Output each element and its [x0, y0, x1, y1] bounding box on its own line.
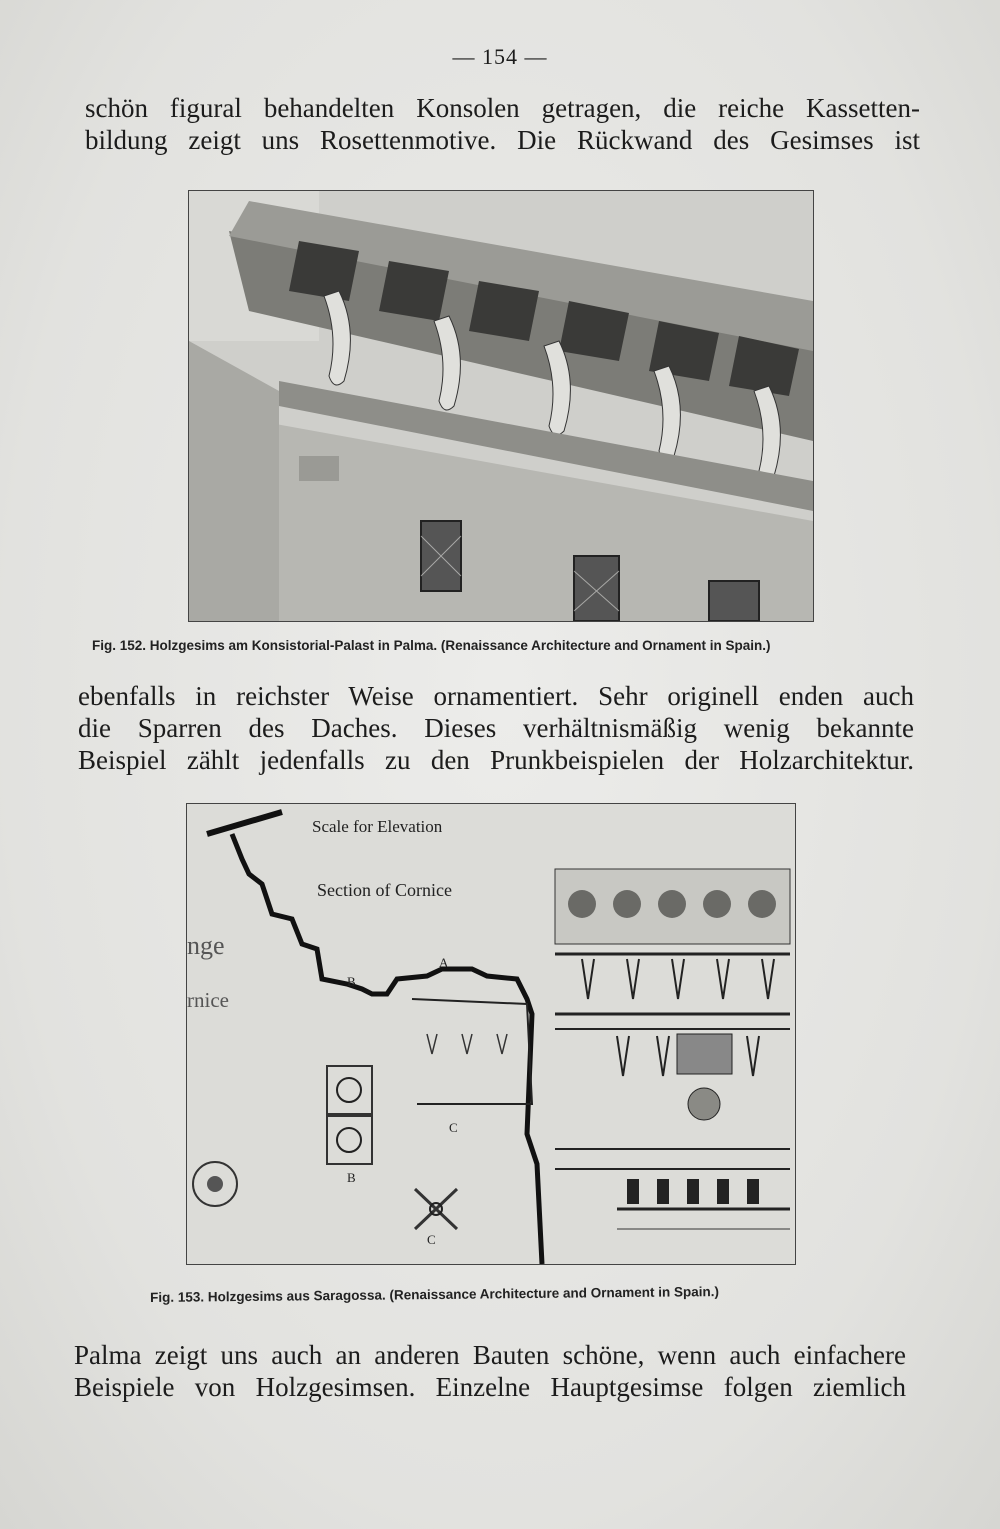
mark-label: B: [347, 974, 356, 989]
section-label: Section of Cornice: [317, 880, 452, 900]
left-fragment-label: nge: [187, 931, 225, 960]
text-line: bildung zeigt uns Rosettenmotive. Die Rückwand des Gesimses ist: [85, 125, 920, 155]
text-line: Palma zeigt uns auch an anderen Bauten schöne, wenn auch einfachere: [74, 1340, 906, 1370]
left-fragment-label: rnice: [187, 988, 229, 1012]
mark-label: A: [439, 955, 449, 970]
figure-152-caption: Fig. 152. Holzgesims am Konsistorial-Palast in Palma. (Renaissance Architecture and Ornament in Spain.): [92, 638, 771, 653]
cornice-section-drawing: [187, 804, 795, 1264]
text-line: schön figural behandelten Konsolen getragen, die reiche Kassetten-: [85, 93, 920, 123]
text-line: ebenfalls in reichster Weise ornamentiert. Sehr originell enden auch: [78, 681, 914, 711]
cornice-photo-illustration: [189, 191, 813, 621]
text-line: Beispiel zählt jedenfalls zu den Prunkbeispielen der Holzarchitektur.: [78, 745, 914, 775]
mark-label: C: [427, 1232, 436, 1247]
text-line: Beispiele von Holzgesimsen. Einzelne Hauptgesimse folgen ziemlich: [74, 1372, 906, 1402]
paragraph-top: [85, 92, 920, 156]
page-number: — 154 —: [452, 44, 548, 69]
paragraph-middle: [78, 680, 914, 776]
mark-label: B: [347, 1170, 356, 1185]
scale-label: Scale for Elevation: [312, 817, 443, 836]
mark-label: C: [449, 1120, 458, 1135]
figure-153-drawing: [186, 803, 796, 1265]
figure-152-photo: [188, 190, 814, 622]
figure-153-caption: Fig. 153. Holzgesims aus Saragossa. (Renaissance Architecture and Ornament in Spain.): [150, 1284, 720, 1305]
text-line: die Sparren des Daches. Dieses verhältnismäßig wenig bekannte: [78, 713, 914, 743]
paragraph-bottom: [74, 1339, 906, 1403]
